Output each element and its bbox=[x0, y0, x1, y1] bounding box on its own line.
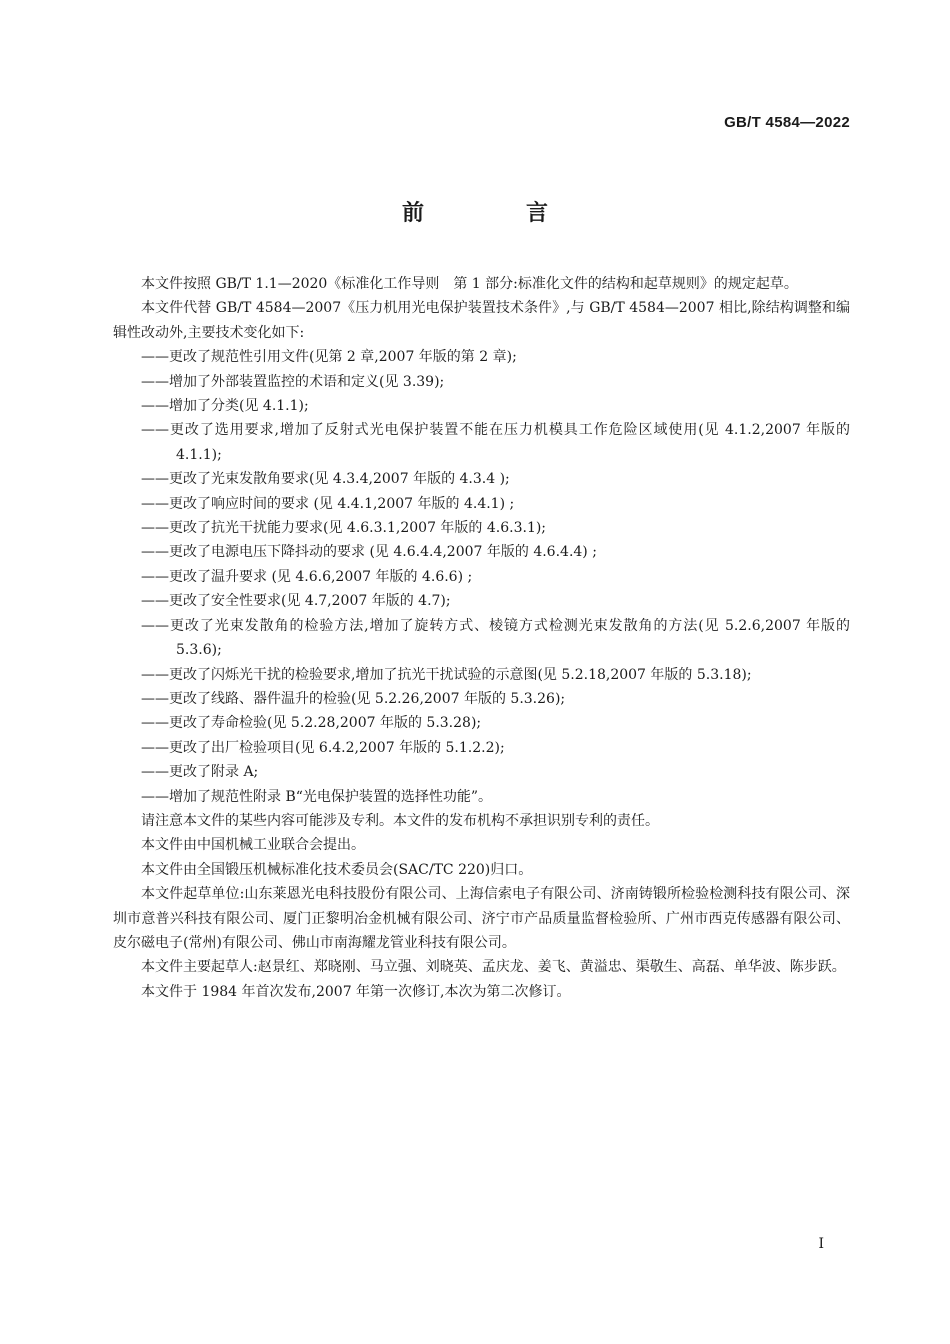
committee-statement: 本文件由全国锻压机械标准化技术委员会(SAC/TC 220)归口。 bbox=[141, 861, 533, 878]
list-item: ——增加了分类(见 4.1.1); bbox=[141, 398, 309, 415]
intro-paragraph: 本文件代替 GB/T 4584—2007《压力机用光电保护装置技术条件》,与 GB/T 4584—2007 相比,除结构调整和编辑性改动外,主要技术变化如下: bbox=[113, 300, 850, 341]
drafting-units: 本文件起草单位:山东莱恩光电科技股份有限公司、上海信索电子有限公司、济南铸锻所检验检测科技有限公司、深圳市意普兴科技有限公司、厦门正黎明冶金机械有限公司、济宁市产品质量监督检验所、广州市西克传感器有限公司、皮尔磁电子(常州)有限公司、佛山市南海耀龙管业科技有限公司。 bbox=[113, 886, 850, 951]
intro-paragraph: 本文件按照 GB/T 1.1—2020《标准化工作导则 第 1 部分:标准化文件的结构和起草规则》的规定起草。 bbox=[141, 276, 798, 292]
list-item: ——增加了外部装置监控的术语和定义(见 3.39); bbox=[141, 373, 445, 390]
drafters: 本文件主要起草人:赵景红、郑晓刚、马立强、刘晓英、孟庆龙、姜飞、黄溢忠、渠敬生、高磊、单华波、陈步跃。 bbox=[141, 959, 846, 976]
foreword-body bbox=[113, 272, 850, 1004]
patent-notice: 请注意本文件的某些内容可能涉及专利。本文件的发布机构不承担识别专利的责任。 bbox=[141, 812, 659, 829]
proposer-statement: 本文件由中国机械工业联合会提出。 bbox=[141, 837, 365, 854]
list-item: ——更改了安全性要求(见 4.7,2007 年版的 4.7); bbox=[141, 593, 451, 610]
list-item: ——更改了温升要求 (见 4.6.6,2007 年版的 4.6.6) ; bbox=[141, 568, 473, 585]
list-item: ——更改了闪烁光干扰的检验要求,增加了抗光干扰试验的示意图(见 5.2.18,2007 年版的 5.3.18); bbox=[141, 666, 752, 683]
list-item: ——更改了出厂检验项目(见 6.4.2,2007 年版的 5.1.2.2); bbox=[141, 739, 505, 756]
list-item: ——更改了光束发散角的检验方法,增加了旋转方式、棱镜方式检测光束发散角的方法(见 5.2.6,2007 年版的 5.3.6); bbox=[141, 617, 850, 659]
list-item: ——更改了电源电压下降抖动的要求 (见 4.6.4.4,2007 年版的 4.6.4.4) ; bbox=[141, 544, 597, 561]
changes-list bbox=[113, 345, 850, 809]
list-item: ——更改了抗光干扰能力要求(见 4.6.3.1,2007 年版的 4.6.3.1); bbox=[141, 520, 547, 537]
list-item: ——更改了选用要求,增加了反射式光电保护装置不能在压力机模具工作危险区域使用(见 4.1.2,2007 年版的 4.1.1); bbox=[141, 422, 850, 463]
list-item: ——更改了响应时间的要求 (见 4.4.1,2007 年版的 4.4.1) ; bbox=[141, 495, 515, 512]
list-item: ——更改了光束发散角要求(见 4.3.4,2007 年版的 4.3.4 ); bbox=[141, 471, 510, 488]
list-item: ——更改了附录 A; bbox=[141, 764, 259, 781]
document-code: GB/T 4584—2022 bbox=[724, 114, 850, 131]
page-number: I bbox=[818, 1236, 824, 1252]
list-item: ——增加了规范性附录 B“光电保护装置的选择性功能”。 bbox=[141, 788, 493, 805]
publication-history: 本文件于 1984 年首次发布,2007 年第一次修订,本次为第二次修订。 bbox=[141, 983, 571, 1000]
page-title: 前 言 bbox=[401, 201, 588, 226]
list-item: ——更改了线路、器件温升的检验(见 5.2.26,2007 年版的 5.3.26); bbox=[141, 690, 566, 707]
list-item: ——更改了寿命检验(见 5.2.28,2007 年版的 5.3.28); bbox=[141, 715, 482, 732]
list-item: ——更改了规范性引用文件(见第 2 章,2007 年版的第 2 章); bbox=[141, 349, 517, 366]
